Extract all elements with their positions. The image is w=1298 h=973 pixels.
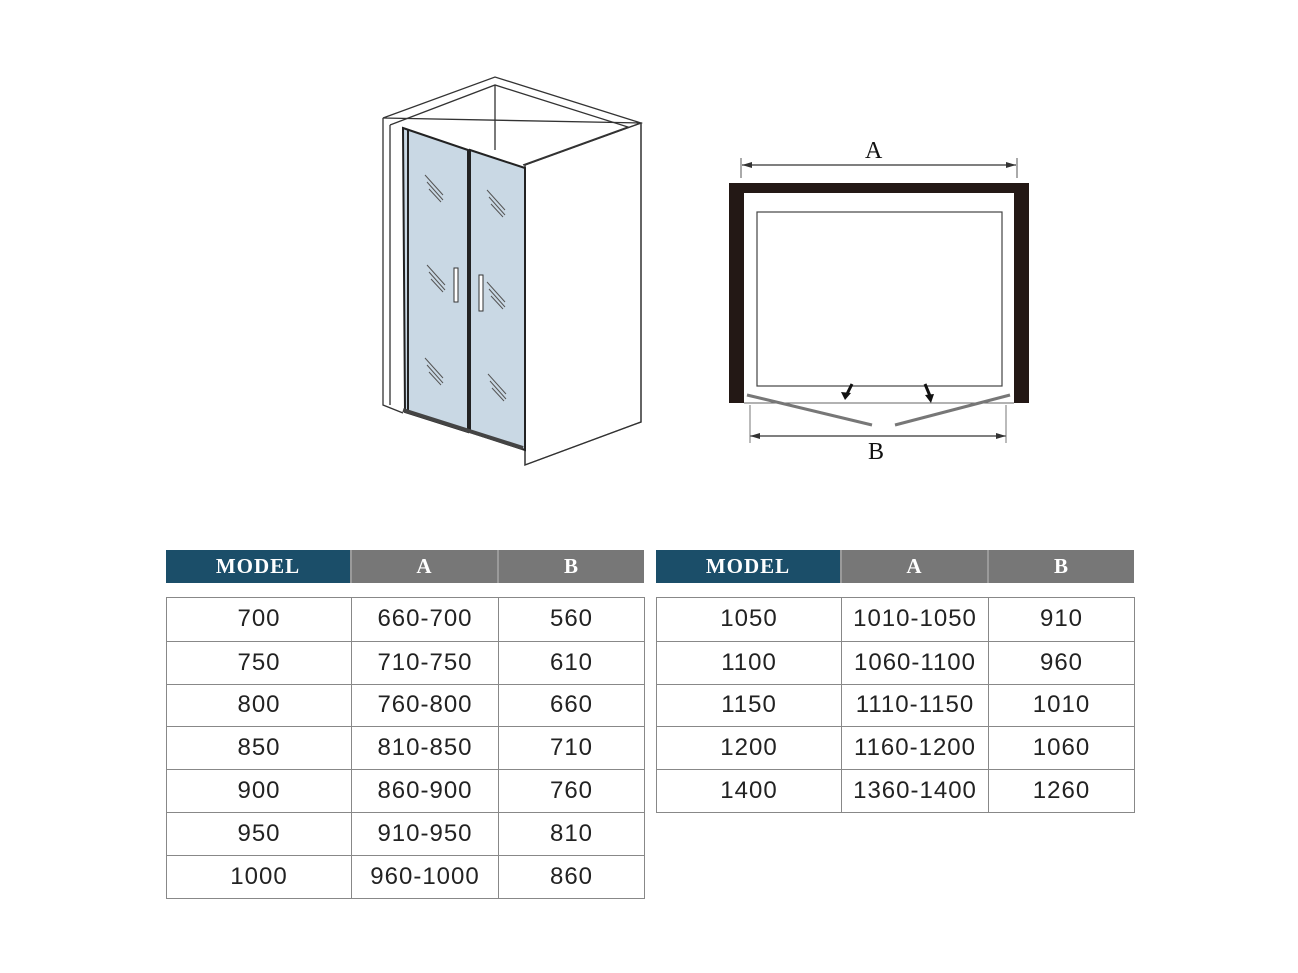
a-cell: 1060-1100 — [841, 642, 988, 684]
a-cell: 860-900 — [351, 770, 498, 812]
b-cell: 1060 — [988, 727, 1134, 769]
a-cell: 960-1000 — [351, 856, 498, 898]
table-row — [657, 726, 1134, 769]
a-cell: 1010-1050 — [841, 598, 988, 641]
a-cell: 1160-1200 — [841, 727, 988, 769]
table-row — [167, 641, 644, 684]
a-cell: 660-700 — [351, 598, 498, 641]
model-cell: 700 — [237, 605, 281, 633]
b-cell: 560 — [498, 598, 644, 641]
a-cell: 910-950 — [351, 813, 498, 855]
a-cell: 710-750 — [351, 642, 498, 684]
table-1-body — [166, 597, 645, 899]
a-cell: 760-800 — [351, 685, 498, 727]
table-row — [657, 641, 1134, 684]
table-row — [167, 726, 644, 769]
table-1-header — [166, 550, 644, 583]
b-cell: 1010 — [988, 685, 1134, 727]
model-cell: 750 — [237, 648, 281, 676]
table-row — [167, 769, 644, 812]
model-cell: 850 — [237, 734, 281, 762]
model-cell: 1400 — [720, 777, 778, 805]
b-cell: 910 — [988, 598, 1134, 641]
table-row — [167, 855, 644, 898]
header-model: MODEL — [166, 550, 350, 583]
model-cell: 900 — [237, 777, 281, 805]
model-cell: 1000 — [230, 862, 288, 890]
header-a: A — [840, 550, 987, 583]
model-cell: 1100 — [721, 648, 777, 676]
table-row — [167, 684, 644, 727]
b-cell: 1260 — [988, 770, 1134, 812]
b-cell: 960 — [988, 642, 1134, 684]
header-b: B — [497, 550, 644, 583]
table-2-header — [656, 550, 1134, 583]
model-cell: 1200 — [720, 734, 778, 762]
shower-plan-view — [729, 158, 1029, 443]
a-cell: 810-850 — [351, 727, 498, 769]
b-cell: 760 — [498, 770, 644, 812]
header-model: MODEL — [656, 550, 840, 583]
header-b: B — [987, 550, 1134, 583]
table-2-body — [656, 597, 1135, 813]
glass-doors — [403, 128, 525, 450]
model-cell: 1050 — [720, 605, 778, 633]
dimension-label-b: B — [868, 439, 885, 465]
b-cell: 660 — [498, 685, 644, 727]
b-cell: 810 — [498, 813, 644, 855]
model-cell: 800 — [237, 691, 281, 719]
b-cell: 860 — [498, 856, 644, 898]
model-cell: 1150 — [721, 691, 777, 719]
table-row — [167, 812, 644, 855]
table-row — [657, 598, 1134, 641]
a-cell: 1360-1400 — [841, 770, 988, 812]
a-cell: 1110-1150 — [841, 685, 988, 727]
table-row — [167, 598, 644, 641]
header-a: A — [350, 550, 497, 583]
dimension-label-a: A — [865, 138, 883, 164]
table-row — [657, 684, 1134, 727]
b-cell: 610 — [498, 642, 644, 684]
table-row — [657, 769, 1134, 812]
model-cell: 950 — [237, 819, 281, 847]
b-cell: 710 — [498, 727, 644, 769]
